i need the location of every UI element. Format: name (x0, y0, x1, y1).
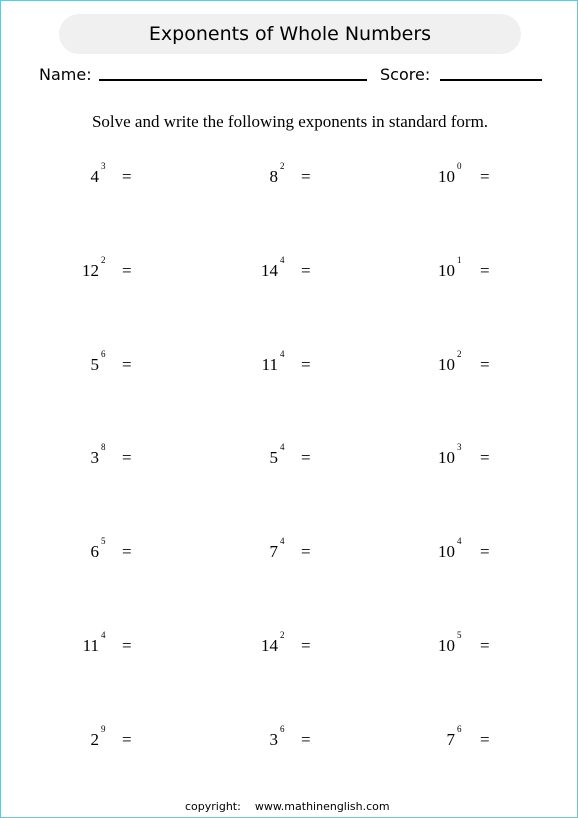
equals-sign: = (301, 542, 311, 561)
footer-site: www.mathinenglish.com (254, 800, 390, 813)
problem-exponent: 2 (101, 255, 106, 265)
equals-sign: = (122, 636, 132, 655)
problem-exponent: 1 (457, 255, 462, 265)
problem-base: 6 (90, 542, 99, 561)
equals-sign: = (480, 636, 490, 655)
problem-base: 4 (90, 167, 99, 186)
problem-exponent: 4 (280, 536, 285, 546)
problem-exponent: 2 (457, 349, 462, 359)
worksheet-title-text: Exponents of Whole Numbers (148, 23, 432, 45)
equals-sign: = (122, 448, 132, 467)
problem-base: 10 (438, 542, 455, 561)
equals-sign: = (480, 448, 490, 467)
footer (185, 800, 390, 813)
problem-base: 3 (269, 730, 278, 749)
problem-exponent: 9 (101, 724, 106, 734)
problem-base: 5 (90, 355, 99, 374)
problem-base: 10 (438, 261, 455, 280)
problem-base: 10 (438, 355, 455, 374)
name-score-line (39, 63, 543, 89)
problem-exponent: 6 (101, 349, 106, 359)
problem-base: 10 (438, 448, 455, 467)
equals-sign: = (301, 261, 311, 280)
equals-sign: = (301, 355, 311, 374)
problem-base: 7 (446, 730, 455, 749)
problem-exponent: 3 (101, 161, 106, 171)
problem-base: 10 (438, 636, 455, 655)
equals-sign: = (480, 730, 490, 749)
equals-sign: = (122, 730, 132, 749)
problem-base: 11 (261, 355, 278, 374)
problem-exponent: 0 (457, 161, 462, 171)
problem-base: 12 (82, 261, 99, 280)
problem-base: 2 (90, 730, 99, 749)
equals-sign: = (301, 448, 311, 467)
equals-sign: = (122, 167, 132, 186)
worksheet-title (59, 14, 521, 54)
instructions: Solve and write the following exponents in standard form. (91, 112, 489, 131)
problem-exponent: 4 (457, 536, 462, 546)
equals-sign: = (301, 636, 311, 655)
equals-sign: = (480, 261, 490, 280)
problem-exponent: 6 (457, 724, 462, 734)
problem-base: 5 (269, 448, 278, 467)
equals-sign: = (480, 167, 490, 186)
score-label: Score: (380, 65, 431, 84)
score-blank-line[interactable] (440, 79, 542, 81)
problem-base: 8 (269, 167, 278, 186)
problem-exponent: 8 (101, 442, 106, 452)
equals-sign: = (122, 261, 132, 280)
name-label: Name: (39, 65, 92, 84)
problem-exponent: 3 (457, 442, 462, 452)
problem-exponent: 2 (280, 630, 285, 640)
problem-base: 11 (82, 636, 99, 655)
problem-base: 14 (261, 636, 278, 655)
problem-base: 3 (90, 448, 99, 467)
equals-sign: = (480, 542, 490, 561)
equals-sign: = (122, 355, 132, 374)
problem-exponent: 2 (280, 161, 285, 171)
problem-exponent: 4 (280, 349, 285, 359)
equals-sign: = (301, 730, 311, 749)
equals-sign: = (480, 355, 490, 374)
problem-exponent: 5 (101, 536, 106, 546)
problem-exponent: 4 (101, 630, 106, 640)
equals-sign: = (122, 542, 132, 561)
problem-exponent: 4 (280, 442, 285, 452)
problem-base: 10 (438, 167, 455, 186)
problem-base: 7 (269, 542, 278, 561)
problem-exponent: 5 (457, 630, 462, 640)
problem-base: 14 (261, 261, 278, 280)
problem-exponent: 6 (280, 724, 285, 734)
name-blank-line[interactable] (99, 79, 367, 81)
footer-copyright: copyright: (185, 800, 241, 813)
problem-exponent: 4 (280, 255, 285, 265)
equals-sign: = (301, 167, 311, 186)
